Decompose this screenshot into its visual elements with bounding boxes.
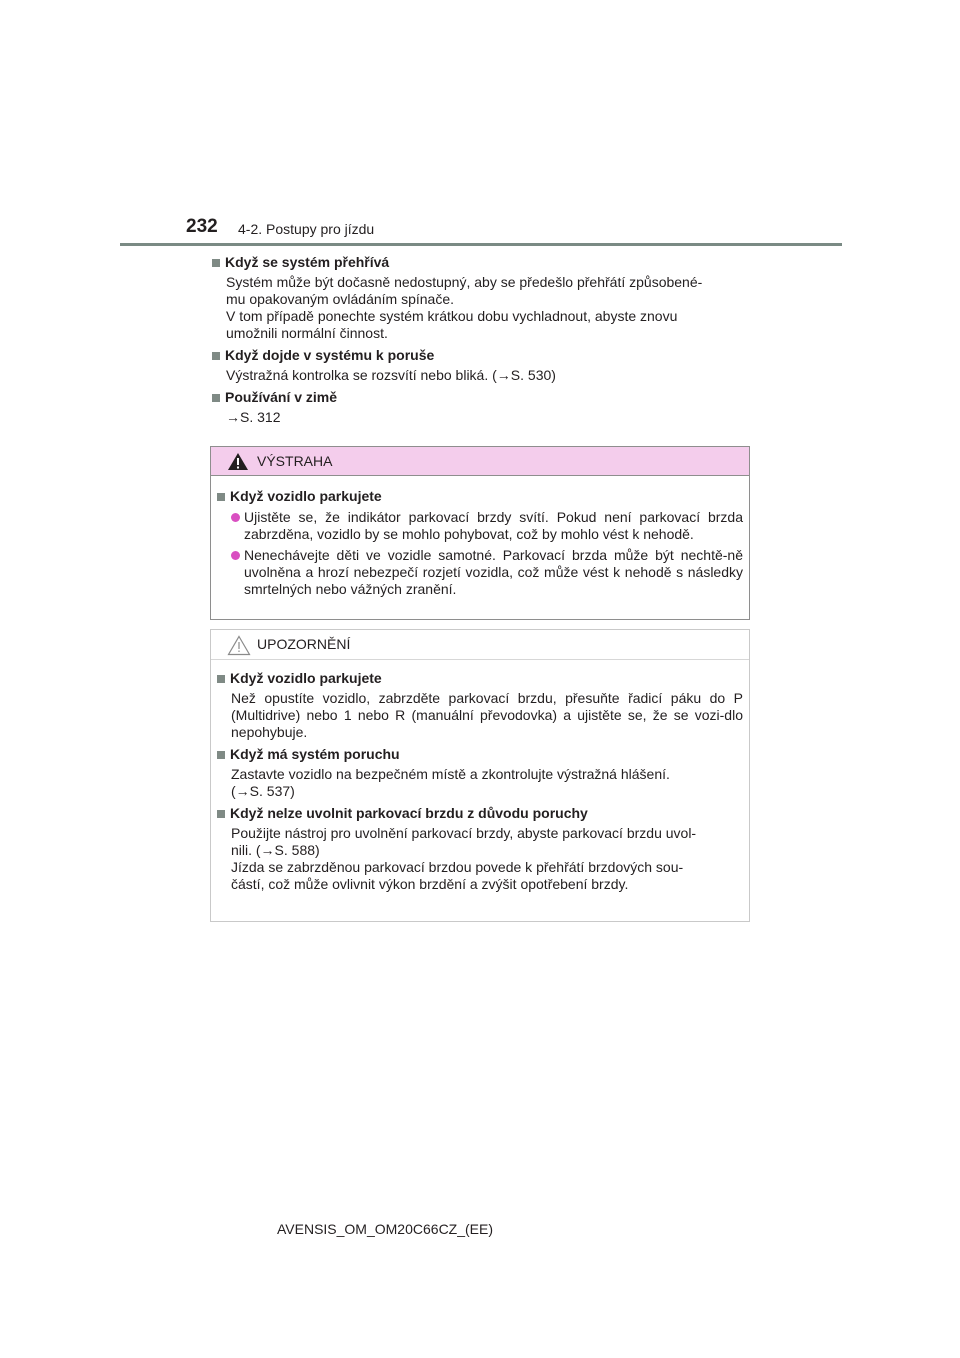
page-number: 232 — [186, 216, 218, 237]
bullet-dot-icon — [231, 513, 240, 522]
square-bullet-icon — [212, 352, 220, 360]
square-bullet-icon — [212, 394, 220, 402]
warning-label: VÝSTRAHA — [257, 453, 333, 469]
warning-bullet — [231, 509, 743, 543]
text-line: Použijte nástroj pro uvolnění parkovací brzdy, abyste parkovací brzdu uvol- — [231, 825, 697, 841]
info-item — [212, 347, 744, 384]
caution-item-title: Když má systém poruchu — [230, 746, 400, 762]
info-item — [212, 254, 744, 342]
caution-box — [210, 629, 750, 922]
caution-item-text: Než opustíte vozidlo, zabrzděte parkovací brzdu, přesuňte řadicí páku do P (Multidrive) nebo 1 nebo R (manuální převodovka) a ujistěte se, že se vozi-dlo nepohybuje. — [231, 690, 743, 740]
caution-item-text — [231, 825, 743, 893]
text-line: Výstražná kontrolka se rozsvítí nebo bliká. (→S. 530) — [226, 367, 556, 383]
text-line: nili. (→S. 588) — [231, 842, 320, 858]
warning-bullet — [231, 547, 743, 598]
warning-body — [211, 476, 749, 598]
page-reference-link[interactable]: (→S. 537) — [231, 783, 295, 799]
text-line: Jízda se zabrzděnou parkovací brzdou povede k přehřátí brzdových sou- — [231, 859, 684, 875]
square-bullet-icon — [212, 259, 220, 267]
square-bullet-icon — [217, 493, 225, 501]
bullet-text: Nenechávejte děti ve vozidle samotné. Parkovací brzda může být nechtě-ně uvolněna a hrozí nebezpečí rozjetí vozidla, což může vést k nehodě s následky smrtelných nebo vážných zranění. — [244, 547, 743, 597]
document-id: AVENSIS_OM_OM20C66CZ_(EE) — [276, 1221, 494, 1237]
item-text — [226, 367, 744, 384]
header-divider — [120, 243, 842, 246]
caution-item-text — [231, 766, 743, 800]
text-line: mu opakovaným ovládáním spínače. — [226, 291, 455, 307]
bullet-dot-icon — [231, 551, 240, 560]
caution-header — [211, 630, 749, 660]
text-line: Systém může být dočasně nedostupný, aby se předešlo přehřátí způsobené- — [226, 274, 703, 290]
caution-item-title: Když vozidlo parkujete — [230, 670, 382, 686]
item-text — [226, 409, 744, 426]
page-header — [120, 216, 842, 250]
page-reference-link[interactable]: →S. 312 — [226, 409, 281, 425]
text-line: V tom případě ponechte systém krátkou dobu vychladnout, abyste znovu — [226, 308, 678, 324]
main-content — [212, 254, 744, 431]
caution-body — [211, 660, 749, 893]
item-title: Když dojde v systému k poruše — [225, 347, 435, 363]
square-bullet-icon — [217, 751, 225, 759]
text-line: částí, což může ovlivnit výkon brzdění a zvýšit opotřebení brzdy. — [231, 876, 629, 892]
warning-title: Když vozidlo parkujete — [230, 488, 382, 504]
square-bullet-icon — [217, 675, 225, 683]
warning-header — [211, 447, 749, 476]
caution-item — [217, 805, 743, 893]
warning-box — [210, 446, 750, 620]
section-title: 4-2. Postupy pro jízdu — [238, 221, 375, 237]
caution-label: UPOZORNĚNÍ — [257, 636, 351, 652]
bullet-text: Ujistěte se, že indikátor parkovací brzdy svítí. Pokud není parkovací brzda zabrzděna, vozidlo by se mohlo pohybovat, což by mohlo vést k nehodě. — [244, 509, 743, 542]
item-title: Používání v zimě — [225, 389, 338, 405]
square-bullet-icon — [217, 810, 225, 818]
info-item — [212, 389, 744, 426]
caution-item — [217, 746, 743, 800]
warning-triangle-icon — [227, 452, 249, 471]
text-line: umožnili normální činnost. — [226, 325, 388, 341]
item-title: Když se systém přehřívá — [225, 254, 390, 270]
caution-item — [217, 670, 743, 741]
caution-triangle-icon — [227, 635, 251, 656]
text-line: Zastavte vozidlo na bezpečném místě a zkontrolujte výstražná hlášení. — [231, 766, 670, 782]
page-footer — [0, 1221, 960, 1237]
item-text — [226, 274, 744, 342]
caution-item-title: Když nelze uvolnit parkovací brzdu z důvodu poruchy — [230, 805, 588, 821]
